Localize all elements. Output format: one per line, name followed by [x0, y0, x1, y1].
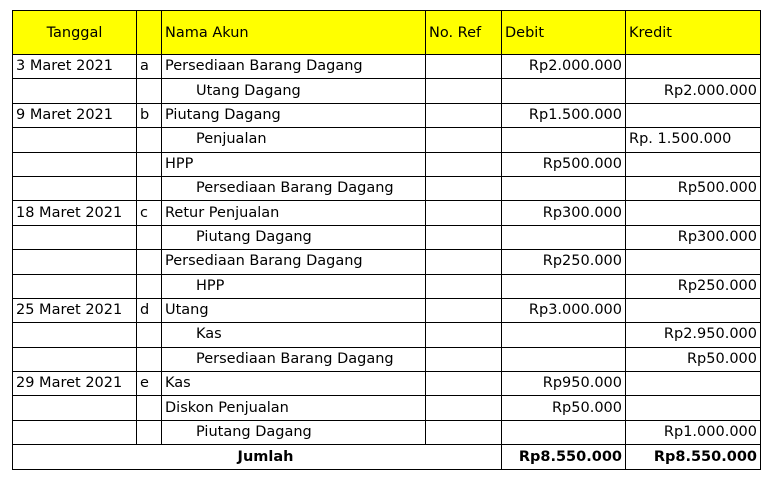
ref-cell	[426, 176, 502, 200]
account-cell: Retur Penjualan	[162, 201, 426, 225]
account-cell: Persediaan Barang Dagang	[162, 55, 426, 79]
account-cell: Piutang Dagang	[162, 103, 426, 127]
account-cell: HPP	[162, 274, 426, 298]
code-cell	[137, 176, 162, 200]
debit-cell: Rp950.000	[502, 372, 626, 396]
total-label: Jumlah	[13, 445, 502, 469]
date-cell	[13, 420, 137, 444]
account-cell: HPP	[162, 152, 426, 176]
kredit-cell	[626, 201, 761, 225]
ref-cell	[426, 79, 502, 103]
ref-cell	[426, 225, 502, 249]
code-cell	[137, 128, 162, 152]
account-cell: Piutang Dagang	[162, 420, 426, 444]
debit-cell: Rp2.000.000	[502, 55, 626, 79]
code-cell	[137, 225, 162, 249]
account-cell: Kas	[162, 372, 426, 396]
ref-cell	[426, 55, 502, 79]
ref-cell	[426, 274, 502, 298]
table-row	[13, 225, 761, 249]
kredit-cell: Rp500.000	[626, 176, 761, 200]
code-cell	[137, 323, 162, 347]
kredit-cell: Rp2.000.000	[626, 79, 761, 103]
header-nama-akun: Nama Akun	[162, 11, 426, 55]
total-row	[13, 445, 761, 469]
header-row	[13, 11, 761, 55]
code-cell	[137, 152, 162, 176]
debit-cell	[502, 128, 626, 152]
header-kode	[137, 11, 162, 55]
date-cell: 9 Maret 2021	[13, 103, 137, 127]
account-cell: Diskon Penjualan	[162, 396, 426, 420]
code-cell: d	[137, 298, 162, 322]
kredit-cell: Rp2.950.000	[626, 323, 761, 347]
table-row	[13, 396, 761, 420]
date-cell: 18 Maret 2021	[13, 201, 137, 225]
ref-cell	[426, 103, 502, 127]
journal-body	[13, 55, 761, 445]
table-row	[13, 176, 761, 200]
date-cell	[13, 128, 137, 152]
ref-cell	[426, 201, 502, 225]
table-row	[13, 79, 761, 103]
date-cell	[13, 347, 137, 371]
account-cell: Piutang Dagang	[162, 225, 426, 249]
ref-cell	[426, 420, 502, 444]
table-row	[13, 201, 761, 225]
debit-cell	[502, 347, 626, 371]
debit-cell: Rp300.000	[502, 201, 626, 225]
kredit-cell	[626, 298, 761, 322]
journal-table	[12, 10, 761, 470]
total-debit: Rp8.550.000	[502, 445, 626, 469]
kredit-cell	[626, 250, 761, 274]
account-cell: Persediaan Barang Dagang	[162, 347, 426, 371]
table-row	[13, 103, 761, 127]
header-debit: Debit	[502, 11, 626, 55]
kredit-cell: Rp300.000	[626, 225, 761, 249]
debit-cell	[502, 225, 626, 249]
date-cell: 3 Maret 2021	[13, 55, 137, 79]
kredit-cell: Rp50.000	[626, 347, 761, 371]
table-row	[13, 152, 761, 176]
ref-cell	[426, 152, 502, 176]
debit-cell: Rp3.000.000	[502, 298, 626, 322]
account-cell: Kas	[162, 323, 426, 347]
ref-cell	[426, 372, 502, 396]
table-row	[13, 298, 761, 322]
ref-cell	[426, 347, 502, 371]
date-cell	[13, 176, 137, 200]
debit-cell	[502, 176, 626, 200]
kredit-cell	[626, 103, 761, 127]
ref-cell	[426, 323, 502, 347]
date-cell	[13, 152, 137, 176]
date-cell	[13, 225, 137, 249]
code-cell: c	[137, 201, 162, 225]
debit-cell: Rp500.000	[502, 152, 626, 176]
code-cell	[137, 79, 162, 103]
kredit-cell	[626, 152, 761, 176]
code-cell: e	[137, 372, 162, 396]
code-cell	[137, 396, 162, 420]
account-cell: Utang Dagang	[162, 79, 426, 103]
code-cell: a	[137, 55, 162, 79]
kredit-cell	[626, 55, 761, 79]
ref-cell	[426, 396, 502, 420]
code-cell	[137, 420, 162, 444]
code-cell	[137, 250, 162, 274]
code-cell	[137, 274, 162, 298]
table-row	[13, 250, 761, 274]
table-row	[13, 274, 761, 298]
debit-cell: Rp250.000	[502, 250, 626, 274]
journal-wrapper	[12, 10, 761, 470]
date-cell	[13, 274, 137, 298]
kredit-cell: Rp. 1.500.000	[626, 128, 761, 152]
table-row	[13, 372, 761, 396]
date-cell: 29 Maret 2021	[13, 372, 137, 396]
debit-cell	[502, 420, 626, 444]
debit-cell: Rp50.000	[502, 396, 626, 420]
ref-cell	[426, 298, 502, 322]
date-cell: 25 Maret 2021	[13, 298, 137, 322]
date-cell	[13, 323, 137, 347]
debit-cell	[502, 274, 626, 298]
account-cell: Persediaan Barang Dagang	[162, 176, 426, 200]
date-cell	[13, 396, 137, 420]
code-cell	[137, 347, 162, 371]
kredit-cell	[626, 396, 761, 420]
total-kredit: Rp8.550.000	[626, 445, 761, 469]
header-no-ref: No. Ref	[426, 11, 502, 55]
header-kredit: Kredit	[626, 11, 761, 55]
table-row	[13, 55, 761, 79]
account-cell: Persediaan Barang Dagang	[162, 250, 426, 274]
table-row	[13, 323, 761, 347]
account-cell: Penjualan	[162, 128, 426, 152]
date-cell	[13, 250, 137, 274]
header-tanggal: Tanggal	[13, 11, 137, 55]
table-row	[13, 347, 761, 371]
date-cell	[13, 79, 137, 103]
table-row	[13, 128, 761, 152]
ref-cell	[426, 250, 502, 274]
account-cell: Utang	[162, 298, 426, 322]
debit-cell	[502, 79, 626, 103]
kredit-cell: Rp1.000.000	[626, 420, 761, 444]
kredit-cell	[626, 372, 761, 396]
table-row	[13, 420, 761, 444]
code-cell: b	[137, 103, 162, 127]
debit-cell	[502, 323, 626, 347]
ref-cell	[426, 128, 502, 152]
debit-cell: Rp1.500.000	[502, 103, 626, 127]
kredit-cell: Rp250.000	[626, 274, 761, 298]
